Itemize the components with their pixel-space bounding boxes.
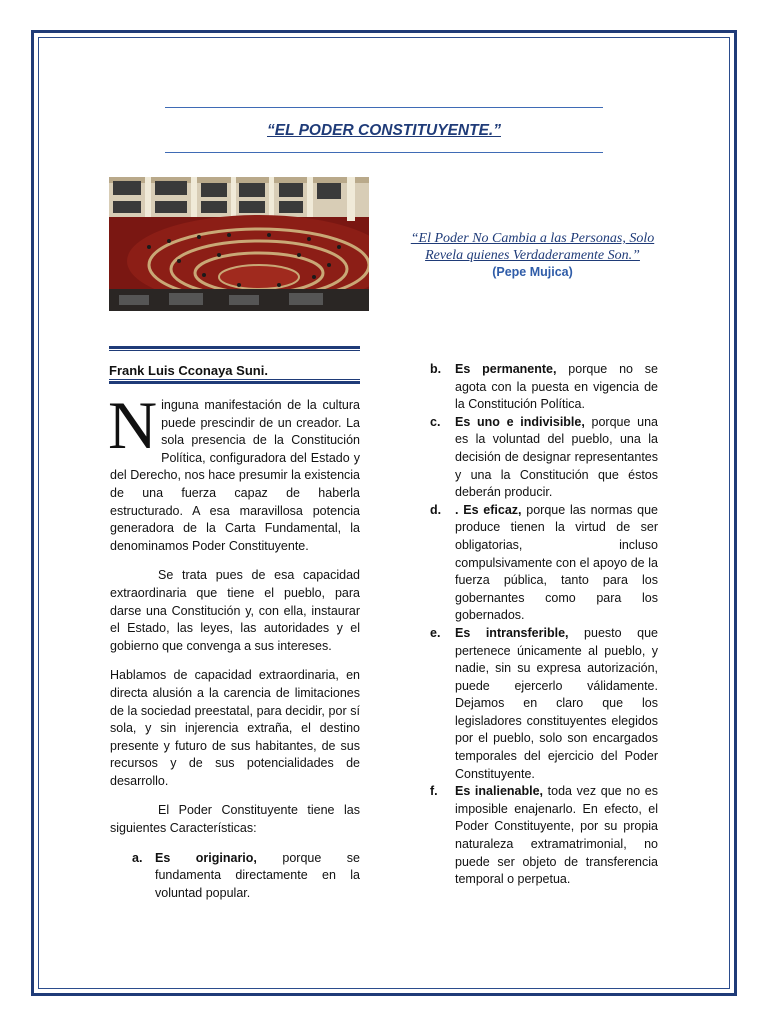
paragraph-intro bbox=[108, 387, 360, 555]
list-item-heading: Es permanente, bbox=[455, 362, 557, 376]
list-item-text: porque no se agota con la puesta en vigencia de la Constitución Política. bbox=[455, 362, 659, 412]
list-item-text: toda vez que no es imposible enajenarlo. En efecto, el Poder Constituyente, por su propia naturaleza extramatrimonial, no puede ser objeto de transferencia temporal o perpetua. bbox=[455, 784, 658, 887]
quote-paren-close: ) bbox=[568, 265, 573, 279]
author-name: Frank Luis Cconaya Suni. bbox=[109, 363, 268, 378]
author-rule-top bbox=[109, 346, 360, 352]
paragraph-intro-text: inguna manifestación de la cultura puede prescindir de un creador. La sola presencia de la Constitución Política, configuradora del Estado y del Derecho, nos hace presumir la existencia de una fuerza capaz de haberla estructurado. A esa maravillosa potencia generadora de la Carta Fundamental, la denominamos Poder Constituyente. bbox=[110, 398, 360, 553]
title-rule-top bbox=[165, 107, 603, 108]
list-marker: d. bbox=[430, 502, 442, 517]
list-item-heading: Es uno e indivisible, bbox=[455, 414, 585, 429]
quote-text: “El Poder No Cambia a las Personas, Solo Revela quienes Verdaderamente Son.” bbox=[410, 231, 655, 263]
epigraph-quote bbox=[400, 230, 665, 281]
quote-author: Pepe Mujica bbox=[496, 265, 569, 279]
list-marker: b. bbox=[430, 362, 442, 376]
list-item-text: porque se fundamenta directamente en la voluntad popular. bbox=[155, 850, 360, 900]
author-rule-bottom bbox=[109, 379, 360, 385]
list-item-d bbox=[430, 502, 658, 625]
list-item-c bbox=[430, 414, 658, 502]
list-marker: e. bbox=[430, 625, 441, 640]
list-marker: a. bbox=[132, 850, 143, 865]
title-rule-bottom bbox=[165, 152, 603, 153]
list-item-f bbox=[430, 783, 658, 889]
left-column bbox=[108, 387, 360, 914]
paragraph-characteristics: El Poder Constituyente tiene las siguientes Características: bbox=[110, 803, 360, 836]
list-item-b bbox=[430, 361, 658, 414]
paragraph-capacity: Se trata pues de esa capacidad extraordinaria que tiene el pueblo, para darse una Constitución y, con ella, instaurar el Estado, las leyes, las autoridades y el gobierno que convenga a sus intereses. bbox=[110, 568, 360, 653]
quote-paren-open: ( bbox=[492, 265, 497, 279]
list-item-heading: . Es eficaz, bbox=[455, 502, 522, 517]
list-marker: f. bbox=[430, 784, 438, 799]
list-item-a bbox=[110, 850, 360, 903]
quote-author-line bbox=[400, 264, 665, 281]
right-column bbox=[430, 361, 658, 889]
drop-cap: N bbox=[108, 387, 158, 463]
list-marker: c. bbox=[430, 414, 441, 429]
list-item-heading: Es originario, bbox=[155, 850, 257, 865]
page-title: “EL PODER CONSTITUYENTE.” bbox=[267, 122, 501, 139]
list-item-e bbox=[430, 625, 658, 783]
list-item-text: porque las normas que produce tienen la virtud de ser obligatorias, incluso compulsivamente con el apoyo de la fuerza pública, tanto para los gobernantes como para los gobernados. bbox=[455, 502, 658, 623]
list-item-text: puesto que pertenece únicamente al pueblo, y nadie, sin su expresa autorización, puede ejercerlo válidamente. Dejamos en claro que los legisladores constituyentes elegidos por el pueblo, solo son encargados temporales del ejercicio del Poder Constituyente. bbox=[455, 625, 658, 781]
list-item-text: porque una es la voluntad del pueblo, una la decisión de designar representantes y una la Constitución que éstos deberán producir. bbox=[455, 414, 658, 500]
congress-hall-photo bbox=[109, 177, 369, 311]
list-item-heading: Es inalienable, bbox=[455, 784, 544, 799]
paragraph-extraordinary: Hablamos de capacidad extraordinaria, en directa alusión a la carencia de limitaciones de la sociedad preestatal, para decidir, por sí sola, y sin injerencia extraña, el destino presente y futuro de sus habitantes, de sus recursos y de sus potencialidades de desarrollo. bbox=[110, 668, 360, 788]
list-item-heading: Es intransferible, bbox=[455, 625, 569, 640]
